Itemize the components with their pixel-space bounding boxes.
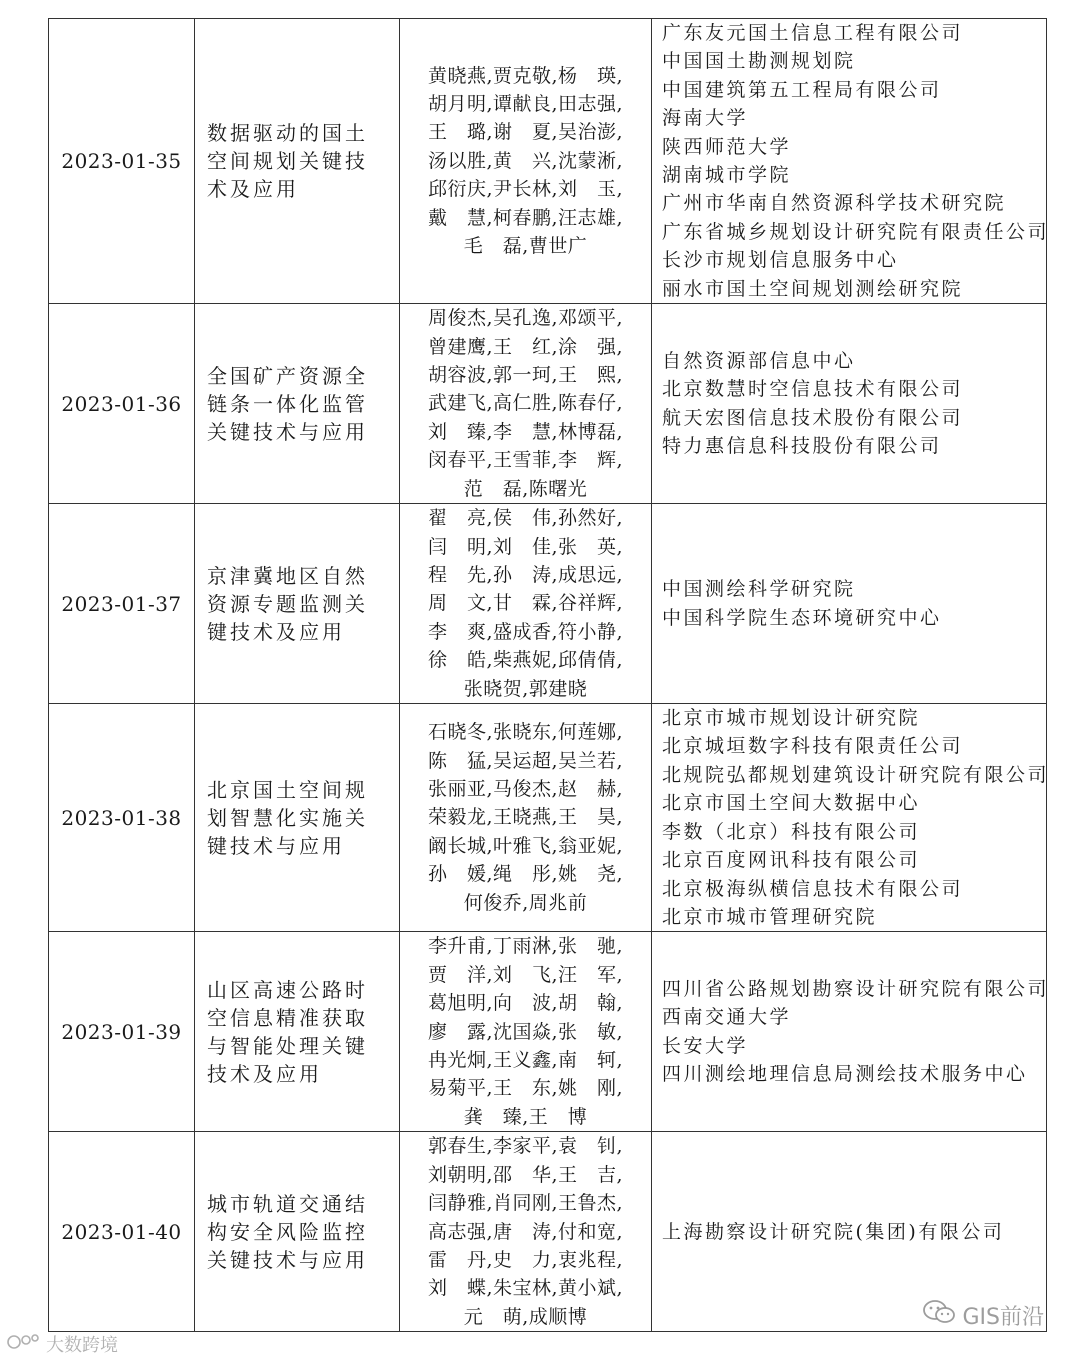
org-line: 湖南城市学院 <box>662 164 792 187</box>
org-line: 广东友元国土信息工程有限公司 <box>662 22 964 44</box>
people-line: 戴 慧,柯春鹏,汪志雄, <box>427 206 624 229</box>
people-line: 汤以胜,黄 兴,沈蒙淅, <box>427 149 624 172</box>
org-line: 长安大学 <box>662 1034 749 1057</box>
project-id: 2023-01-35 <box>49 19 195 304</box>
people-line: 闫 明,刘 佳,张 英, <box>427 535 624 558</box>
people-line: 冉光炯,王义鑫,南 轲, <box>427 1049 624 1072</box>
award-table <box>48 18 1050 1332</box>
people-line: 张晓贺,郭建晓 <box>463 677 588 700</box>
people-line: 曾建鹰,王 红,涂 强, <box>427 335 624 358</box>
people-line: 李 爽,盛成香,符小静, <box>427 620 624 643</box>
people-line: 徐 皓,柴燕妮,邱倩倩, <box>427 649 624 672</box>
project-title: 数据驱动的国土空间规划关键技术及应用 <box>195 19 400 304</box>
table-row <box>49 1132 1047 1332</box>
table-row <box>49 704 1047 932</box>
people-line: 郭春生,李家平,袁 钊, <box>427 1135 624 1158</box>
org-line: 西南交通大学 <box>662 1006 792 1029</box>
org-line: 广州市华南自然资源科学技术研究院 <box>662 192 1007 215</box>
people-line: 胡容波,郭一珂,王 熙, <box>427 363 624 386</box>
people-line: 程 先,孙 涛,成思远, <box>427 563 624 586</box>
people-line: 易菊平,王 东,姚 刚, <box>427 1077 624 1100</box>
people-line: 陈 猛,吴运超,吴兰若, <box>427 749 624 772</box>
people-line: 翟 亮,侯 伟,孙然好, <box>427 507 624 530</box>
table-row <box>49 932 1047 1132</box>
people-line: 刘朝明,邵 华,王 吉, <box>427 1163 624 1186</box>
watermark-right <box>922 1298 1044 1332</box>
watermark-right-text: GIS前沿 <box>962 1304 1044 1330</box>
people-line: 范 磊,陈曙光 <box>463 477 588 500</box>
people-line: 闵春平,王雪菲,李 辉, <box>427 449 624 472</box>
table-body <box>49 19 1050 1332</box>
org-line: 北京市城市规划设计研究院 <box>662 707 921 730</box>
project-title: 京津冀地区自然资源专题监测关键技术及应用 <box>195 504 400 704</box>
project-id: 2023-01-38 <box>49 704 195 932</box>
table-row <box>49 19 1047 304</box>
people-line: 刘 蝶,朱宝林,黄小斌, <box>427 1277 624 1300</box>
org-line: 中国测绘科学研究院 <box>662 578 856 601</box>
org-line: 特力惠信息科技股份有限公司 <box>662 434 942 457</box>
people-line: 何俊乔,周兆前 <box>463 891 588 914</box>
project-title: 城市轨道交通结构安全风险监控关键技术与应用 <box>195 1132 400 1332</box>
table-row <box>49 304 1047 504</box>
people-line: 毛 磊,曹世广 <box>463 235 588 258</box>
table-row <box>49 504 1047 704</box>
org-list <box>652 19 1050 304</box>
people-line: 石晓冬,张晓东,何莲娜, <box>427 721 624 744</box>
people-line: 阚长城,叶雅飞,翁亚妮, <box>427 834 624 857</box>
people-line: 邱衍庆,尹长林,刘 玉, <box>427 178 624 201</box>
org-line: 长沙市规划信息服务中心 <box>662 249 899 272</box>
org-line: 丽水市国土空间规划测绘研究院 <box>662 277 964 300</box>
people-list <box>400 932 652 1132</box>
org-line: 北规院弘都规划建筑设计研究院有限公司 <box>662 763 1050 786</box>
people-line: 荣毅龙,王晓燕,王 昊, <box>427 806 624 829</box>
watermark-left <box>6 1330 118 1357</box>
people-line: 元 萌,成顺博 <box>463 1305 588 1328</box>
org-line: 四川省公路规划勘察设计研究院有限公司 <box>662 978 1050 1000</box>
project-title: 北京国土空间规划智慧化实施关键技术与应用 <box>195 704 400 932</box>
people-line: 贾 洋,刘 飞,汪 军, <box>427 963 624 986</box>
org-line: 中国建筑第五工程局有限公司 <box>662 78 942 101</box>
people-line: 黄晓燕,贾克敬,杨 瑛, <box>427 64 624 87</box>
people-list <box>400 1132 652 1332</box>
people-line: 龚 臻,王 博 <box>463 1105 588 1128</box>
people-line: 雷 丹,史 力,衷兆程, <box>427 1249 624 1272</box>
org-line: 广东省城乡规划设计研究院有限责任公司 <box>662 220 1050 243</box>
weibo-icon <box>6 1330 42 1357</box>
people-line: 孙 媛,绳 彤,姚 尧, <box>427 863 624 886</box>
org-list <box>652 304 1047 504</box>
people-line: 武建飞,高仁胜,陈春仔, <box>427 392 624 415</box>
people-list <box>400 19 652 304</box>
org-line: 北京百度网讯科技有限公司 <box>662 849 921 872</box>
org-line: 自然资源部信息中心 <box>662 349 856 372</box>
org-line: 中国科学院生态环境研究中心 <box>662 606 942 629</box>
project-id: 2023-01-37 <box>49 504 195 704</box>
people-line: 周俊杰,吴孔逸,邓颂平, <box>427 307 624 330</box>
org-line: 北京市国土空间大数据中心 <box>662 792 921 815</box>
people-line: 周 文,甘 霖,谷祥辉, <box>427 592 624 615</box>
project-id: 2023-01-36 <box>49 304 195 504</box>
people-list <box>400 304 652 504</box>
people-list <box>400 704 652 932</box>
people-line: 李升甫,丁雨淋,张 驰, <box>427 935 624 958</box>
org-line: 陕西师范大学 <box>662 135 792 158</box>
org-line: 李数（北京）科技有限公司 <box>662 820 921 843</box>
project-id: 2023-01-40 <box>49 1132 195 1332</box>
people-line: 闫静雅,肖同刚,王鲁杰, <box>427 1192 624 1215</box>
project-title: 全国矿产资源全链条一体化监管关键技术与应用 <box>195 304 400 504</box>
people-list <box>400 504 652 704</box>
org-list <box>652 704 1050 932</box>
wechat-icon <box>922 1298 956 1332</box>
org-line: 海南大学 <box>662 107 749 130</box>
project-id: 2023-01-39 <box>49 932 195 1132</box>
watermark-left-text: 大数跨境 <box>46 1334 118 1356</box>
project-title: 山区高速公路时空信息精准获取与智能处理关键技术及应用 <box>195 932 400 1132</box>
org-list <box>652 504 1047 704</box>
org-line: 上海勘察设计研究院(集团)有限公司 <box>662 1220 1005 1243</box>
people-line: 葛旭明,向 波,胡 翰, <box>427 992 624 1015</box>
org-line: 北京极海纵横信息技术有限公司 <box>662 877 964 900</box>
org-line: 航天宏图信息技术股份有限公司 <box>662 406 964 429</box>
org-list <box>652 932 1050 1132</box>
people-line: 高志强,唐 涛,付和宽, <box>427 1220 624 1243</box>
people-line: 王 璐,谢 夏,吴治澎, <box>427 121 624 144</box>
people-line: 胡月明,谭献良,田志强, <box>427 93 624 116</box>
org-line: 北京数慧时空信息技术有限公司 <box>662 378 964 401</box>
people-line: 廖 露,沈国焱,张 敏, <box>427 1020 624 1043</box>
people-line: 刘 臻,李 慧,林博磊, <box>427 420 624 443</box>
org-line: 北京市城市管理研究院 <box>662 905 878 928</box>
org-line: 中国国土勘测规划院 <box>662 50 856 73</box>
org-line: 北京城垣数字科技有限责任公司 <box>662 735 964 758</box>
people-line: 张丽亚,马俊杰,赵 赫, <box>427 778 624 801</box>
org-line: 四川测绘地理信息局测绘技术服务中心 <box>662 1063 1028 1086</box>
